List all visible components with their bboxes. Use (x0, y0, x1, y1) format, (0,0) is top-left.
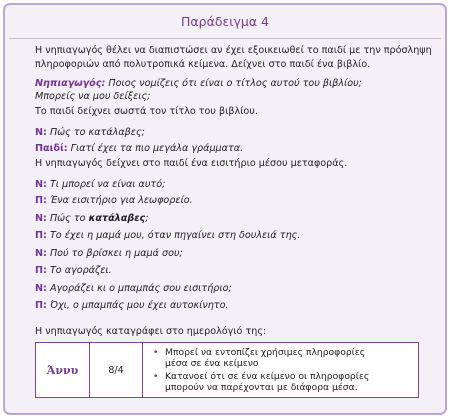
journal-table (35, 342, 419, 398)
dialogue-line-6: Η νηπιαγωγός δείχνει στο παιδί ένα εισιτήριο μέσου μεταφοράς. (35, 158, 348, 169)
utterance: Πού το βρίσκει η μαμά σου; (49, 248, 183, 259)
dialogue-line-14 (35, 300, 229, 312)
speaker-label: Νηπιαγωγός: (35, 78, 106, 89)
utterance: Μπορείς να μου δείξεις; (35, 91, 151, 102)
dialogue-line-1 (35, 78, 362, 90)
speaker-label: Ν: (35, 179, 47, 190)
utterance-end: ; (145, 213, 149, 224)
dialogue-line-12 (35, 265, 112, 277)
utterance: Τι μπορεί να είναι αυτό; (49, 179, 166, 190)
speaker-label: Ν: (35, 248, 47, 259)
dialogue-line-5 (35, 143, 243, 155)
speaker-label: Π: (35, 300, 47, 311)
child-name: Άννυ (36, 343, 90, 398)
utterance: Πώς το (49, 213, 89, 224)
example-title: Παράδειγμα 4 (181, 14, 269, 29)
dialogue-line-9 (35, 213, 148, 225)
dialogue-line-2 (35, 91, 150, 103)
utterance: Γιατί έχει τα πιο μεγάλα γράμματα. (70, 143, 244, 154)
dialogue-line-4 (35, 127, 145, 139)
utterance: Το έχει η μαμά μου, όταν πηγαίνει στη δουλειά της. (49, 230, 301, 241)
speaker-label: Ν: (35, 213, 47, 224)
utterance: Αγοράζει κι ο μπαμπάς σου εισιτήριο; (49, 283, 232, 294)
dialogue-line-8 (35, 195, 193, 207)
speaker-label: Ν: (35, 283, 47, 294)
dialogue-line-10 (35, 230, 300, 242)
title-divider (9, 38, 441, 39)
journal-note: • Κατανοεί ότι σε ένα κείμενο οι πληροφορίες μπορούν να παρέχονται με διάφορα μέσα. (153, 371, 414, 393)
intro-line-1: Η νηπιαγωγός θέλει να διαπιστώσει αν έχει εξοικειωθεί το παιδί με την πρόσληψη (35, 45, 432, 56)
dialogue-line-3: Το παιδί δείχνει σωστά τον τίτλο του βιβλίου. (35, 106, 258, 117)
utterance: Πώς το κατάλαβες; (49, 127, 145, 138)
journal-intro: Η νηπιαγωγός καταγράφει στο ημερολόγιό της: (35, 326, 267, 337)
speaker-label: Π: (35, 195, 47, 206)
journal-row (36, 343, 419, 398)
journal-date: 8/4 (90, 343, 143, 398)
utterance: Το αγοράζει. (49, 265, 112, 276)
journal-notes (143, 343, 419, 398)
speaker-label: Π: (35, 265, 47, 276)
intro-line-2: πληροφοριών από πολυτροπικά κείμενα. Δείχνει στο παιδί ένα βιβλίο. (35, 59, 371, 70)
dialogue-line-13 (35, 283, 232, 295)
utterance: Όχι, ο μπαμπάς μου έχει αυτοκίνητο. (49, 300, 229, 311)
dialogue-line-11 (35, 248, 183, 260)
utterance: Ένα εισιτήριο για λεωφορείο. (49, 195, 193, 206)
journal-note: • Μπορεί να εντοπίζει χρήσιμες πληροφορίες μέσα σε ένα κείμενο (153, 347, 414, 369)
speaker-label: Παιδί: (35, 143, 68, 154)
dialogue-line-7 (35, 179, 165, 191)
emphasized-word: κατάλαβες (88, 213, 146, 224)
speaker-label: Π: (35, 230, 47, 241)
speaker-label: Ν: (35, 127, 47, 138)
utterance: Ποιος νομίζεις ότι είναι ο τίτλος αυτού του βιβλίου; (108, 78, 362, 89)
